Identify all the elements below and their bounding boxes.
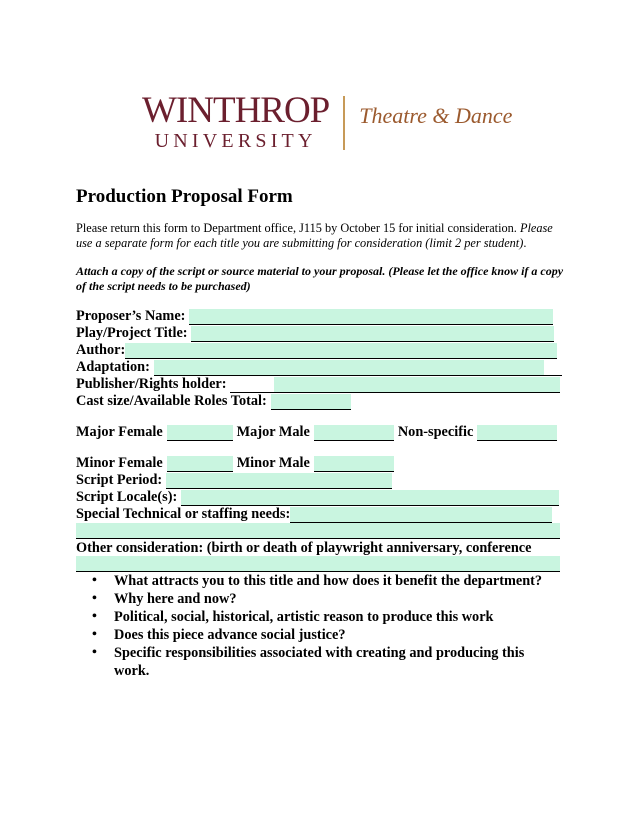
proposer-label: Proposer’s Name: xyxy=(76,308,186,324)
major-female-label: Major Female xyxy=(76,424,163,440)
winthrop-logo xyxy=(142,90,513,152)
list-item xyxy=(76,608,556,626)
list-item xyxy=(76,572,556,590)
minor-roles-row xyxy=(76,455,394,472)
script-locale-label: Script Locale(s): xyxy=(76,489,178,505)
intro-italic-text: Please use a separate form for each title you are submitting for consideration (limit 2 per student) xyxy=(76,221,553,250)
play-title-field[interactable] xyxy=(191,326,554,342)
publisher-label: Publisher/Rights holder: xyxy=(76,376,227,392)
cast-size-row xyxy=(76,393,351,410)
logo-university: UNIVERSITY xyxy=(154,130,317,152)
logo-divider xyxy=(343,96,345,150)
question-list xyxy=(76,572,556,680)
script-period-label: Script Period: xyxy=(76,472,163,488)
major-female-field[interactable] xyxy=(167,425,233,441)
list-item xyxy=(76,644,556,680)
special-needs-row xyxy=(76,506,552,523)
intro-text: Please return this form to Department office, J115 by October 15 for initial consideration. xyxy=(76,221,520,235)
question-text: Does this piece advance social justice? xyxy=(114,627,346,643)
bullet-icon: • xyxy=(92,627,97,642)
other-consideration-row xyxy=(76,540,531,557)
publisher-row xyxy=(76,376,560,393)
bullet-icon: • xyxy=(92,591,97,606)
special-needs-field-line2[interactable] xyxy=(76,523,560,539)
adaptation-row xyxy=(76,359,562,376)
non-specific-field[interactable] xyxy=(477,425,557,441)
publisher-field[interactable] xyxy=(274,377,560,393)
list-item xyxy=(76,626,556,644)
logo-wordmark xyxy=(142,90,330,152)
bullet-icon: • xyxy=(92,573,97,588)
cast-size-label: Cast size/Available Roles Total: xyxy=(76,393,267,409)
major-male-label: Major Male xyxy=(236,424,310,440)
intro-paragraph xyxy=(76,221,566,251)
question-text: Why here and now? xyxy=(114,591,237,607)
publisher-underline xyxy=(230,377,274,393)
author-label: Author: xyxy=(76,342,126,358)
proposer-row xyxy=(76,308,553,325)
other-consideration-label: Other consideration: (birth or death of playwright anniversary, conference xyxy=(76,540,532,556)
adaptation-underline xyxy=(544,360,562,376)
author-row xyxy=(76,342,557,359)
bullet-icon: • xyxy=(92,645,97,660)
attach-note: Attach a copy of the script or source material to your proposal. (Please let the office know if a copy of the script needs to be purchased) xyxy=(76,264,564,293)
author-field[interactable] xyxy=(125,343,557,359)
script-locale-field[interactable] xyxy=(181,490,559,506)
adaptation-field[interactable] xyxy=(154,360,544,376)
question-text: What attracts you to this title and how does it benefit the department? xyxy=(114,573,543,589)
logo-department: Theatre & Dance xyxy=(359,103,513,128)
play-title-row xyxy=(76,325,554,342)
minor-female-label: Minor Female xyxy=(76,455,163,471)
major-male-field[interactable] xyxy=(314,425,394,441)
non-specific-label: Non-specific xyxy=(397,424,474,440)
script-period-row xyxy=(76,472,392,489)
question-text: Political, social, historical, artistic reason to produce this work xyxy=(114,609,494,625)
special-needs-field[interactable] xyxy=(290,507,552,523)
major-roles-row xyxy=(76,424,557,441)
list-item xyxy=(76,590,556,608)
script-period-field[interactable] xyxy=(166,473,392,489)
minor-female-field[interactable] xyxy=(167,456,233,472)
logo-winthrop: WINTHROP xyxy=(142,90,330,131)
minor-male-label: Minor Male xyxy=(236,455,310,471)
play-title-label: Play/Project Title: xyxy=(76,325,188,341)
adaptation-label: Adaptation: xyxy=(76,359,150,375)
bullet-icon: • xyxy=(92,609,97,624)
page-title: Production Proposal Form xyxy=(76,186,293,207)
proposer-name-field[interactable] xyxy=(189,309,553,325)
special-needs-label: Special Technical or staffing needs: xyxy=(76,506,291,522)
other-consideration-field[interactable] xyxy=(76,556,560,572)
cast-size-field[interactable] xyxy=(271,394,351,410)
question-text: Specific responsibilities associated with creating and producing this work. xyxy=(114,645,525,679)
minor-male-field[interactable] xyxy=(314,456,394,472)
intro-end: . xyxy=(523,236,527,250)
script-locale-row xyxy=(76,489,559,506)
